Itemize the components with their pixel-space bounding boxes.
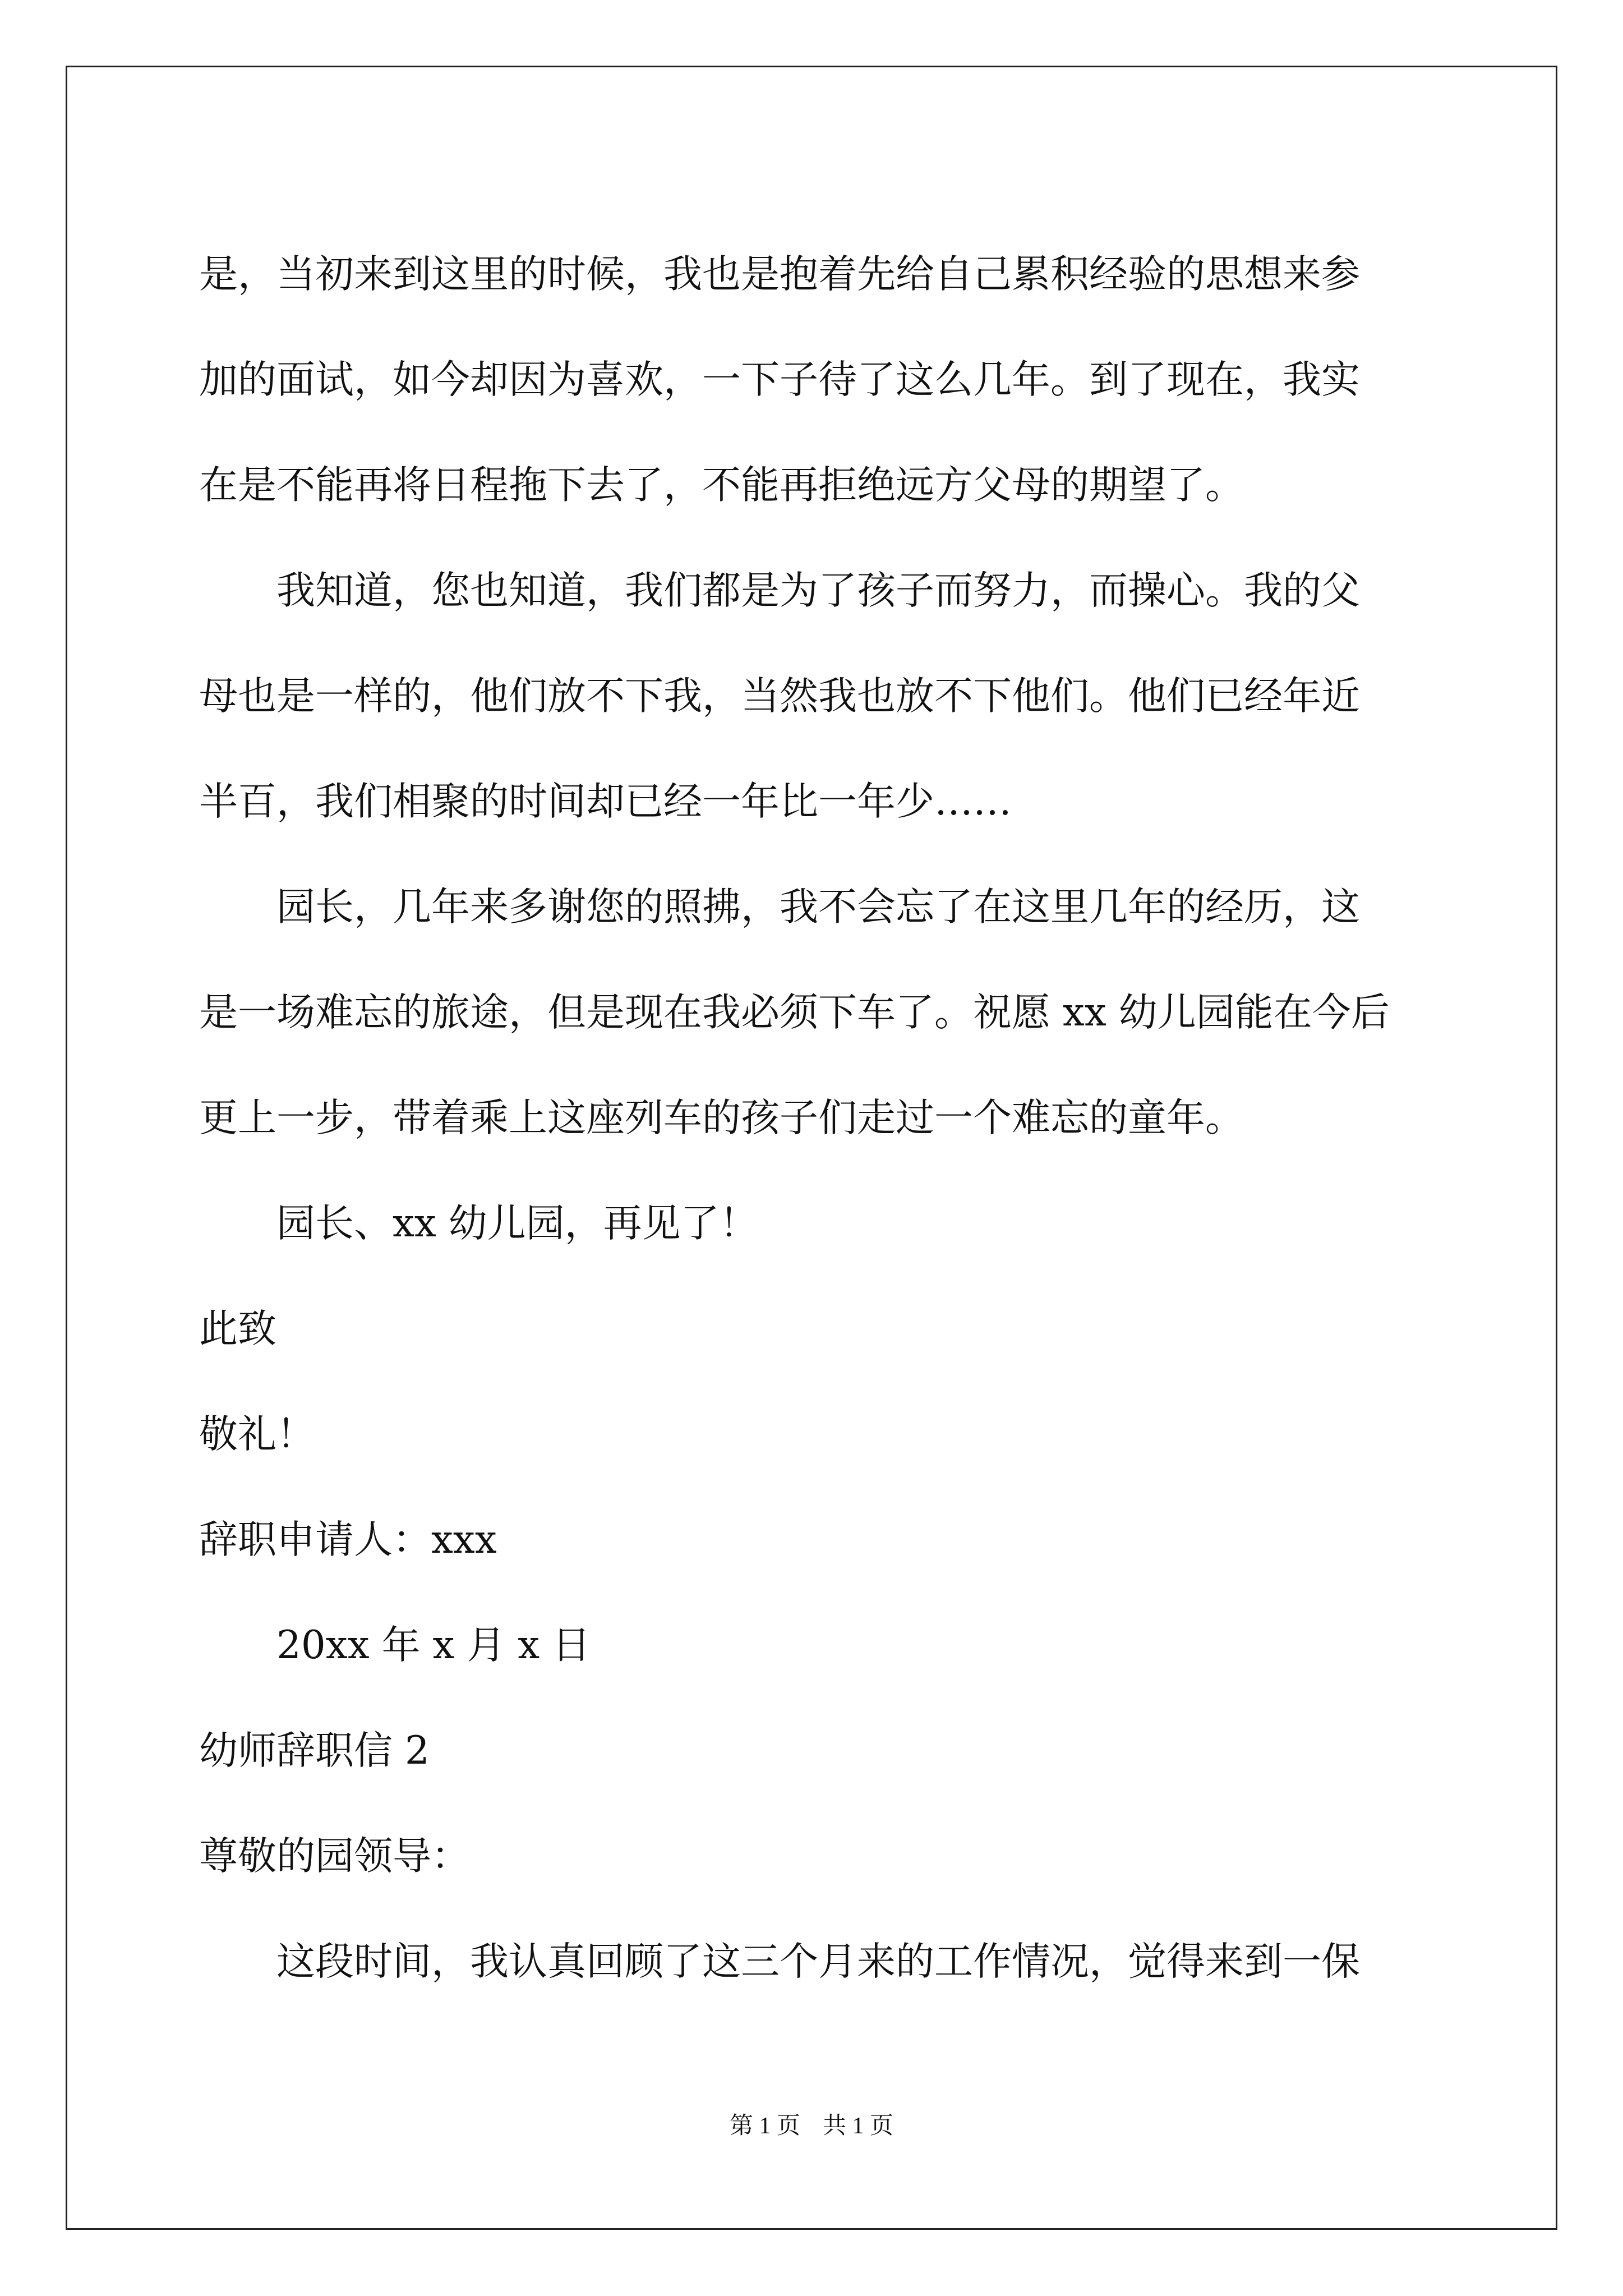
section-heading: 幼师辞职信 2 [199, 1728, 430, 1773]
text-line: 我知道，您也知道，我们都是为了孩子而努力，而操心。我的父 [199, 568, 1360, 613]
signature-line: 辞职申请人：xxx [199, 1517, 497, 1562]
text-line: 园长、xx 幼儿园，再见了！ [199, 1201, 758, 1246]
text-line: 是，当初来到这里的时候，我也是抱着先给自己累积经验的思想来参 [199, 252, 1360, 297]
page-footer [0, 2109, 1623, 2143]
date-line: 20xx 年 x 月 x 日 [199, 1623, 591, 1668]
text-line: 这段时间，我认真回顾了这三个月来的工作情况，觉得来到一保 [199, 1939, 1360, 1984]
text-line: 园长，几年来多谢您的照拂，我不会忘了在这里几年的经历，这 [199, 885, 1360, 930]
text-line: 加的面试，如今却因为喜欢，一下子待了这么几年。到了现在，我实 [199, 357, 1360, 402]
text-line: 半百，我们相聚的时间却已经一年比一年少…… [199, 779, 1012, 824]
text-line: 更上一步，带着乘上这座列车的孩子们走过一个难忘的童年。 [199, 1096, 1244, 1140]
closing-line: 此致 [199, 1306, 276, 1351]
page-number-current: 第 1 页 [729, 2113, 800, 2139]
greeting-line: 尊敬的园领导： [199, 1834, 470, 1879]
text-line: 在是不能再将日程拖下去了，不能再拒绝远方父母的期望了。 [199, 463, 1244, 508]
text-line: 是一场难忘的旅途，但是现在我必须下车了。祝愿 xx 幼儿园能在今后 [199, 990, 1390, 1035]
page-number-total: 共 1 页 [823, 2113, 894, 2139]
text-line: 母也是一样的，他们放不下我，当然我也放不下他们。他们已经年近 [199, 674, 1360, 719]
document-body [199, 222, 1426, 2014]
salutation-line: 敬礼！ [199, 1412, 315, 1457]
